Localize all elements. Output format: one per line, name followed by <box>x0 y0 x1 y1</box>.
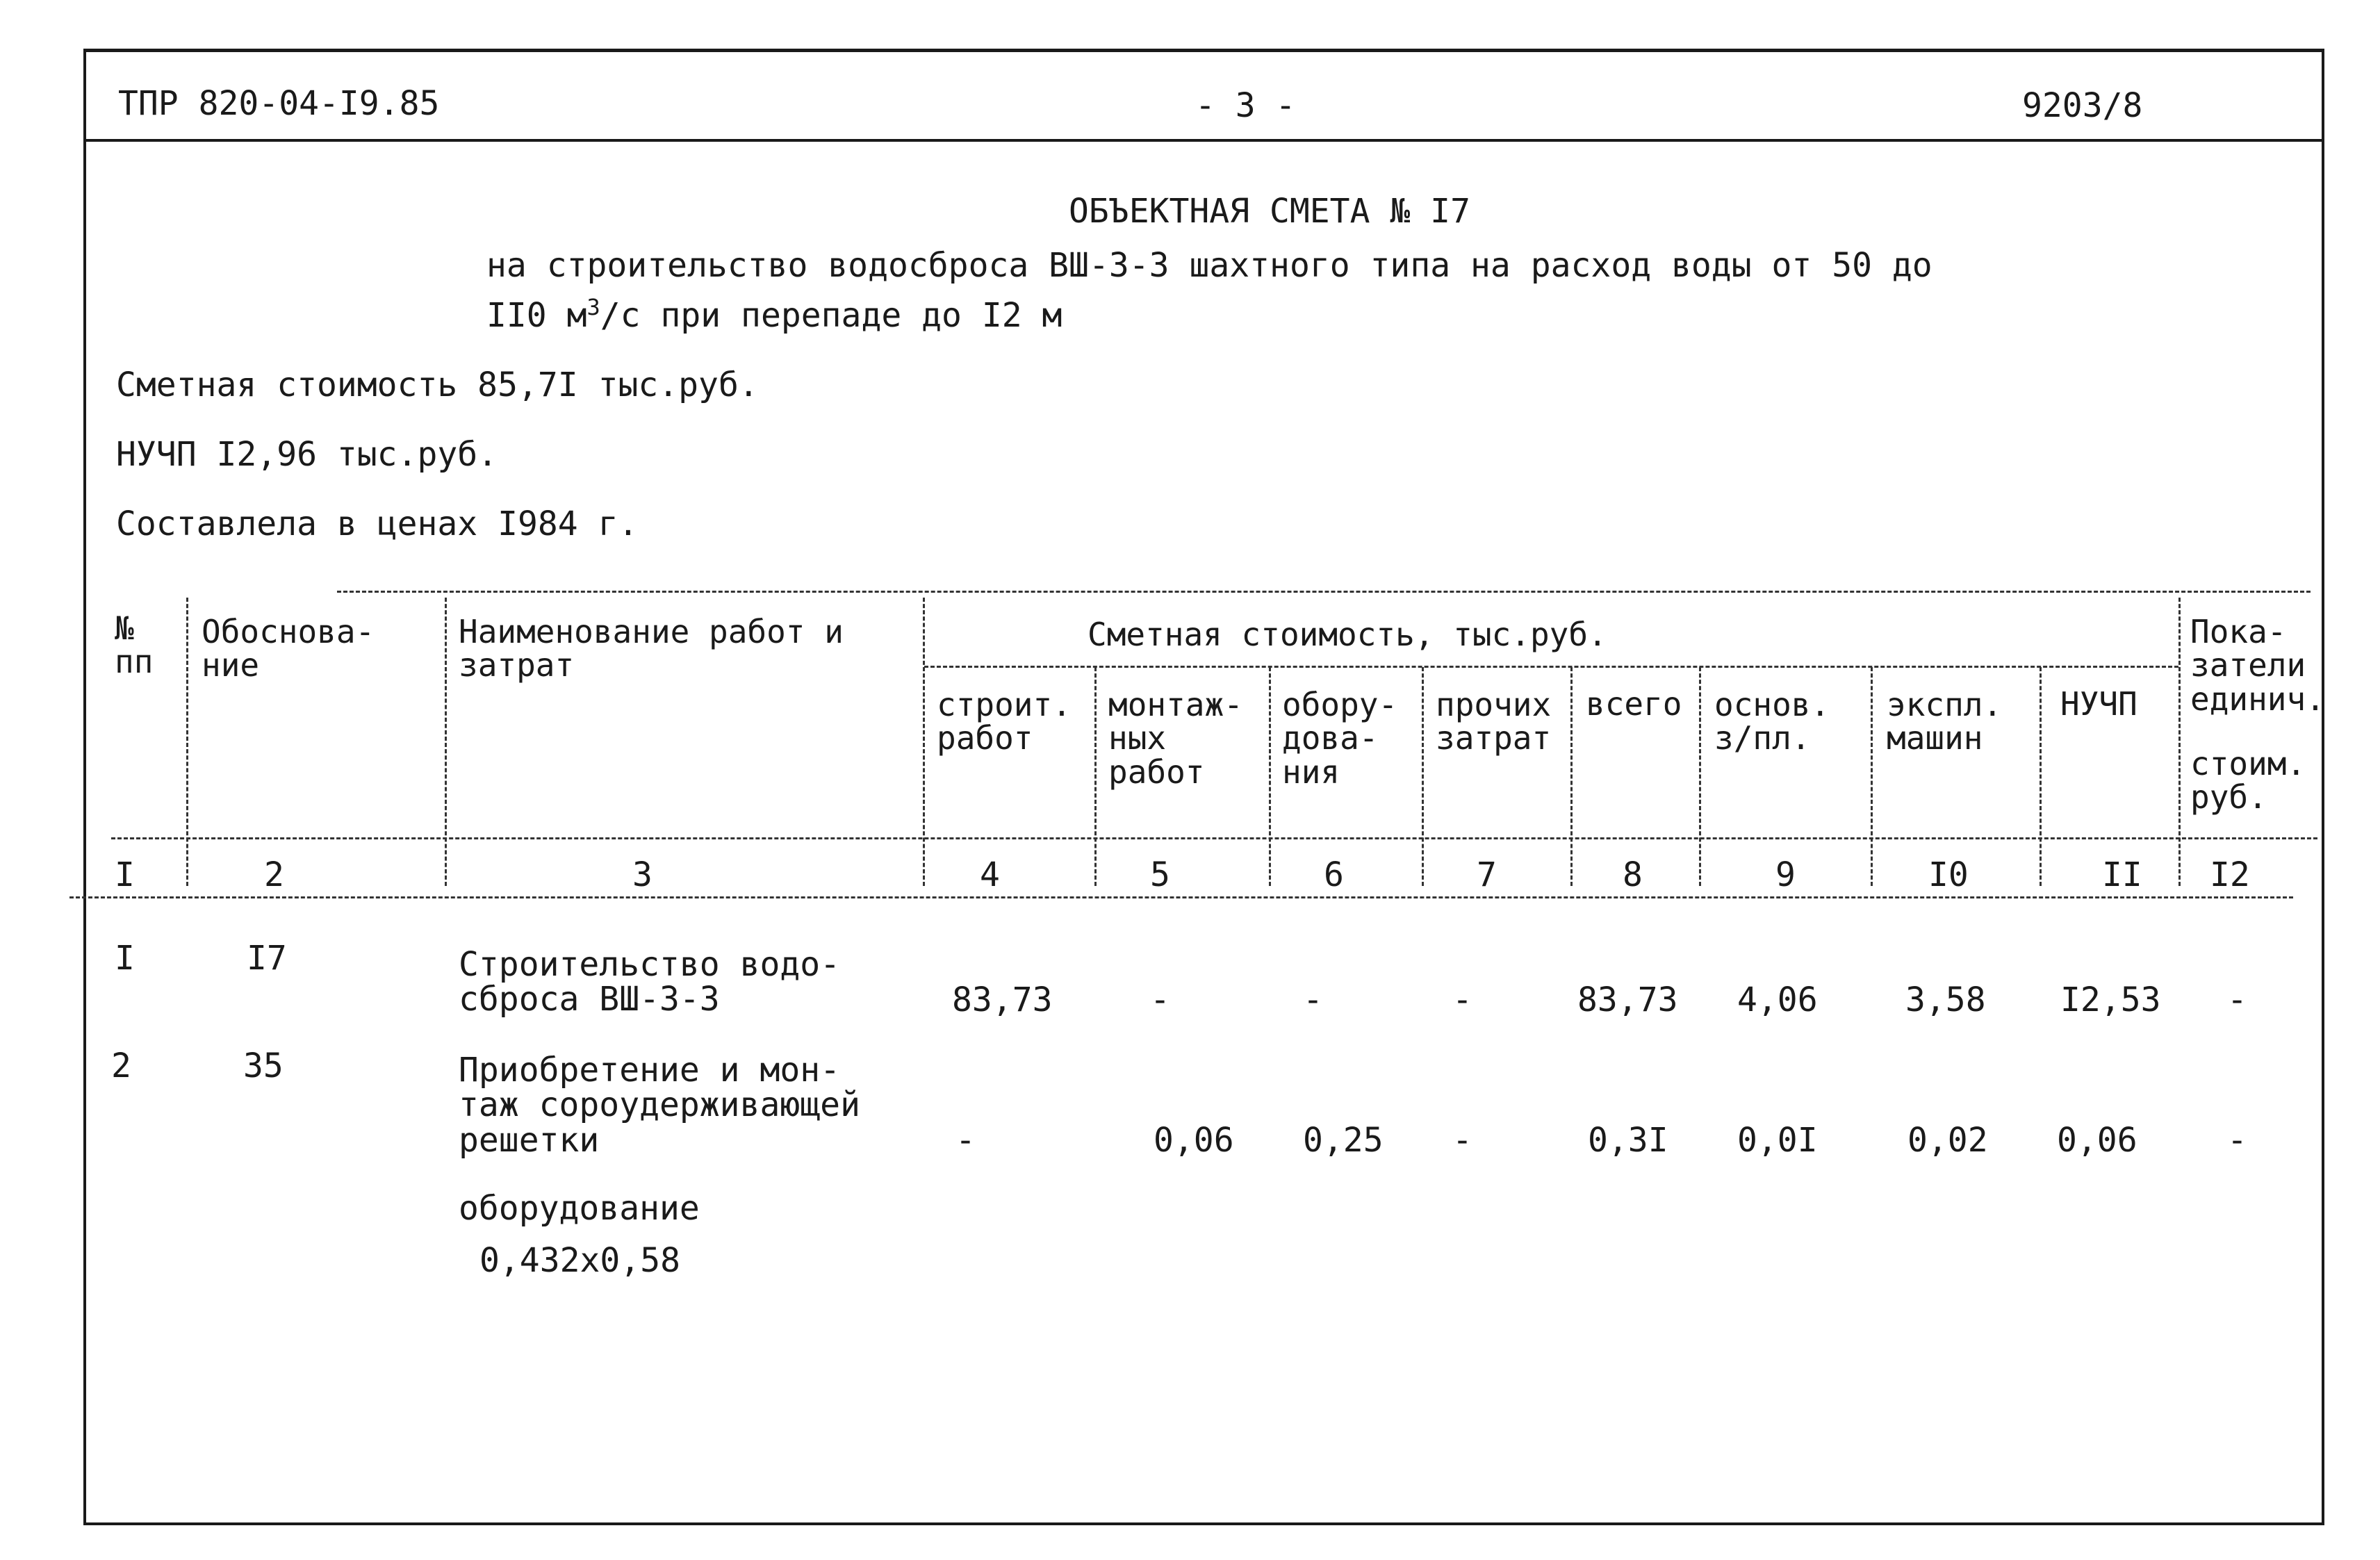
column-numbers-rule <box>69 896 2293 898</box>
header-name: Наименование работ и затрат <box>459 613 844 684</box>
column-number: 7 <box>1477 855 1497 894</box>
column-divider <box>186 598 188 886</box>
header-unit-indicators: Пока- затели единич. <box>2190 613 2325 718</box>
row-unit: - <box>2227 1121 2247 1160</box>
row-num: I <box>115 939 135 978</box>
header-installation: монтаж- ных работ <box>1108 686 1243 791</box>
nuchp-total: НУЧП I2,96 тыс.руб. <box>116 435 498 474</box>
row-total: 0,3I <box>1588 1121 1668 1160</box>
column-number: 6 <box>1324 855 1344 894</box>
header-cost-group: Сметная стоимость, тыс.руб. <box>1088 616 1607 653</box>
header-basis: Обоснова- ние <box>202 613 375 684</box>
row-wages: 0,0I <box>1737 1121 1818 1160</box>
column-number: 3 <box>632 855 653 894</box>
row-other: - <box>1452 980 1472 1019</box>
column-number: I0 <box>1928 855 1969 894</box>
row-machines: 3,58 <box>1905 980 1986 1019</box>
column-divider <box>1422 667 1424 886</box>
row-name: Приобретение и мон- таж сороудерживающей решетки <box>459 1051 860 1160</box>
row-installation: 0,06 <box>1154 1121 1234 1160</box>
header-bottom-rule <box>111 837 2317 839</box>
cost-group-rule <box>924 666 2178 668</box>
row-name: Строительство водо- сброса ВШ-3-3 <box>459 945 841 1019</box>
archive-number: 9203/8 <box>2022 86 2143 125</box>
page-number: - 3 - <box>1195 86 1296 125</box>
header-wages: основ. з/пл. <box>1714 686 1830 757</box>
header-other: прочих затрат <box>1436 686 1552 757</box>
column-number: 2 <box>264 855 284 894</box>
column-divider <box>1094 667 1097 886</box>
column-number: 5 <box>1150 855 1170 894</box>
header-unit-cost: стоим. руб. <box>2190 745 2306 816</box>
column-divider <box>1699 667 1701 886</box>
equipment-dimensions: 0,432х0,58 <box>479 1241 680 1280</box>
row-other: - <box>1452 1121 1472 1160</box>
row-basis: 35 <box>243 1046 284 1085</box>
header-equipment: обору- дова- ния <box>1282 686 1398 791</box>
column-divider <box>923 598 925 886</box>
row-nuchp: I2,53 <box>2060 980 2161 1019</box>
estimate-subtitle-line-1: на строительство водосброса ВШ-3-3 шахтного типа на расход воды от 50 до <box>486 246 1932 285</box>
document-code: ТПР 820-04-I9.85 <box>118 84 440 123</box>
column-number: II <box>2102 855 2142 894</box>
row-construction: - <box>955 1121 976 1160</box>
header-machines: экспл. машин <box>1887 686 2003 757</box>
row-total: 83,73 <box>1577 980 1678 1019</box>
column-divider <box>1269 667 1271 886</box>
row-construction: 83,73 <box>952 980 1053 1019</box>
estimate-title: ОБЪЕКТНАЯ СМЕТА № I7 <box>1069 192 1470 231</box>
row-basis: I7 <box>247 939 287 978</box>
column-number: I2 <box>2210 855 2250 894</box>
row-unit: - <box>2227 980 2247 1019</box>
column-divider <box>2040 667 2042 886</box>
column-divider <box>445 598 447 886</box>
header-nuchp: НУЧП <box>2060 685 2137 723</box>
column-number: 4 <box>980 855 1000 894</box>
compiled-prices: Составлела в ценах I984 г. <box>116 504 639 543</box>
header-total: всего <box>1586 685 1682 723</box>
row-num: 2 <box>111 1046 131 1085</box>
estimated-cost: Сметная стоимость 85,7I тыс.руб. <box>116 366 759 404</box>
row-machines: 0,02 <box>1907 1121 1988 1160</box>
row-wages: 4,06 <box>1737 980 1818 1019</box>
row-equipment: - <box>1303 980 1323 1019</box>
header-rule <box>86 139 2324 142</box>
header-construction: строит. работ <box>937 686 1072 757</box>
column-number: I <box>115 855 135 894</box>
row-equipment: 0,25 <box>1303 1121 1384 1160</box>
column-divider <box>1871 667 1873 886</box>
table-top-rule <box>337 591 2311 593</box>
column-divider <box>1570 667 1573 886</box>
estimate-subtitle-line-2: II0 $м^3/с$ при перепаде до I2 м <box>486 294 1062 335</box>
column-number: 8 <box>1623 855 1643 894</box>
column-number: 9 <box>1775 855 1796 894</box>
header-num: № пп <box>115 609 154 681</box>
row-installation: - <box>1150 980 1170 1019</box>
column-divider <box>2178 598 2181 886</box>
row-nuchp: 0,06 <box>2057 1121 2137 1160</box>
equipment-note: оборудование <box>459 1189 700 1228</box>
